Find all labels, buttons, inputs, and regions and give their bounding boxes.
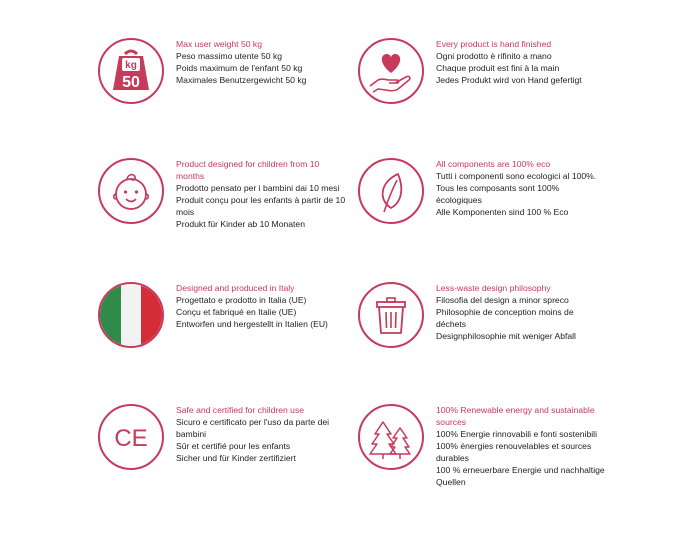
baby-face-icon [98,158,164,224]
feature-line-fr: Conçu et fabriqué en Italie (UE) [176,307,297,317]
weight-kg-label: kg [125,60,137,71]
feature-line-de: Sicher und für Kinder zertifiziert [176,453,296,463]
feature-title: Less-waste design philosophy [436,283,551,293]
feature-line-fr: Sûr et certifié pour les enfants [176,441,291,451]
feature-line-fr: Poids maximum de l'enfant 50 kg [176,63,303,73]
feature-title: All components are 100% eco [436,159,551,169]
feature-line-it: Sicuro e certificato per l'uso da parte dei bambini [176,417,330,439]
feature-line-fr: Philosophie de conception moins de déchets [436,307,574,329]
feature-text [436,282,606,342]
weight-kg-50-icon [98,38,164,104]
heart-in-hand-icon [358,38,424,104]
feature-line-de: 100 % erneuerbare Energie und nachhaltige Quellen [436,465,605,487]
feature-title: Designed and produced in Italy [176,283,295,293]
feature-line-fr: Tous les composants sont 100% écologiques [436,183,560,205]
italian-flag-icon [98,282,164,348]
feature-line-it: 100% Energie rinnovabili e fonti sostenibili [436,429,597,439]
feature-text [436,158,606,218]
feature-text [176,38,346,86]
feature-text [436,38,606,86]
feature-line-it: Ogni prodotto è rifinito a mano [436,51,552,61]
feature-line-de: Alle Komponenten sind 100 % Eco [436,207,569,217]
feature-renewable [358,404,698,514]
feature-less-waste [358,282,698,392]
leaf-icon [358,158,424,224]
feature-text [176,282,346,330]
feature-line-de: Maximales Benutzergewicht 50 kg [176,75,307,85]
feature-line-de: Designphilosophie mit weniger Abfall [436,331,576,341]
feature-line-it: Tutti i componenti sono ecologici al 100%. [436,171,597,181]
pine-trees-icon [358,404,424,470]
feature-title: Product designed for children from 10 months [176,159,320,181]
feature-line-it: Peso massimo utente 50 kg [176,51,283,61]
ce-mark-icon [98,404,164,470]
weight-value-label: 50 [122,74,140,91]
feature-line-it: Prodotto pensato per i bambini dai 10 mesi [176,183,340,193]
feature-text [176,158,346,230]
feature-text [176,404,346,464]
feature-line-fr: 100% énergies renouvelables et sources durables [436,441,592,463]
trash-bin-icon [358,282,424,348]
feature-line-de: Jedes Produkt wird von Hand gefertigt [436,75,582,85]
ce-mark-label: CE [114,425,148,452]
feature-line-de: Produkt für Kinder ab 10 Monaten [176,219,305,229]
feature-title: Safe and certified for children use [176,405,305,415]
feature-line-fr: Chaque produit est fini à la main [436,63,560,73]
feature-eco [358,158,698,268]
feature-line-it: Filosofia del design a minor spreco [436,295,569,305]
feature-title: 100% Renewable energy and sustainable sources [436,405,595,427]
feature-line-fr: Produit conçu pour les enfants à partir de 10 mois [176,195,346,217]
feature-line-de: Entworfen und hergestellt in Italien (EU) [176,319,328,329]
feature-title: Every product is hand finished [436,39,552,49]
feature-hand-finished [358,38,698,148]
feature-line-it: Progettato e prodotto in Italia (UE) [176,295,307,305]
feature-title: Max user weight 50 kg [176,39,262,49]
feature-text [436,404,606,488]
